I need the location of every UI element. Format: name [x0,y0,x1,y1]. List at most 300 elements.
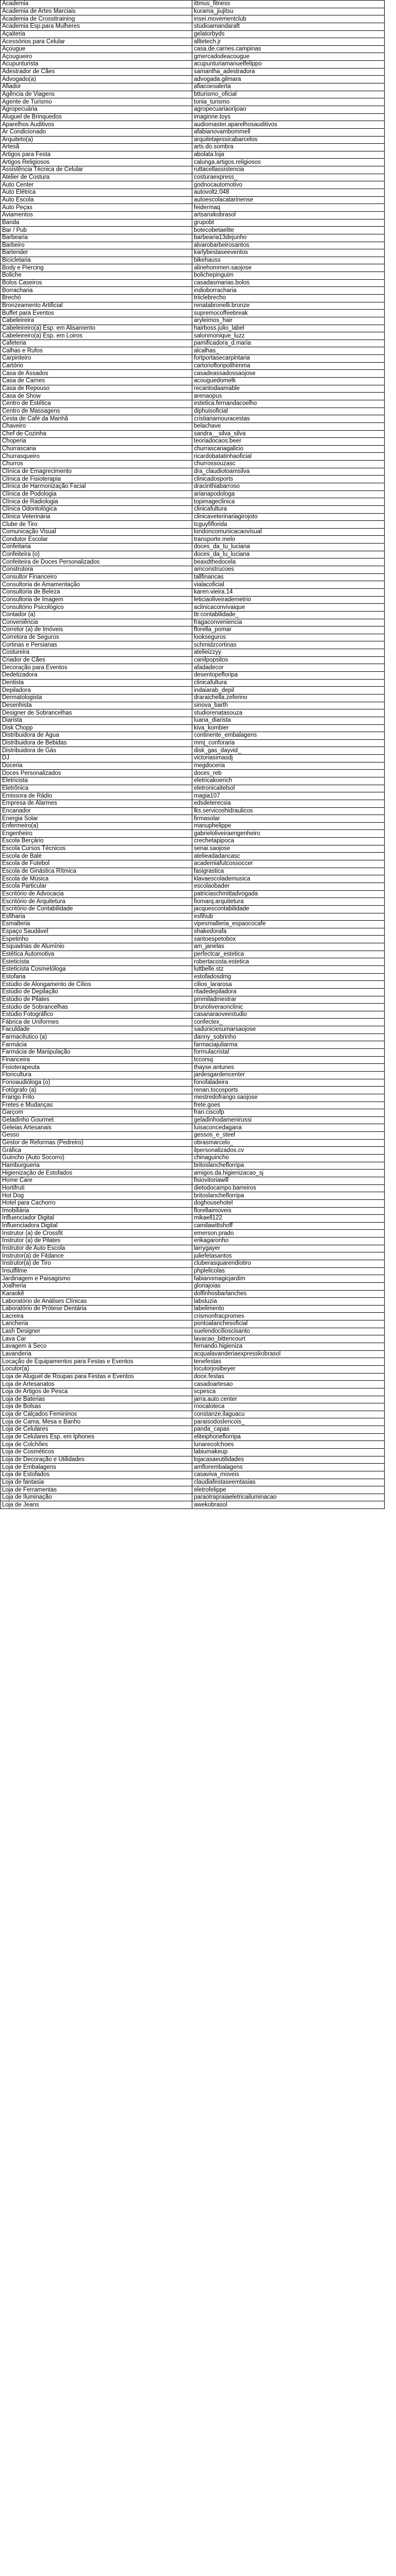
category-cell[interactable]: Clínica Odontológica [1,505,192,513]
handle-cell[interactable]: karlybestaseeventos [192,249,385,257]
handle-cell[interactable]: barbearia13dejunho [192,234,385,242]
category-cell[interactable]: Esteticista [1,958,192,966]
handle-cell[interactable]: escolaobader [192,883,385,890]
handle-cell[interactable]: arts.do.sombra [192,144,385,151]
handle-cell[interactable]: renan.tocosports [192,1087,385,1094]
category-cell[interactable]: Clube de Tiro [1,521,192,529]
category-cell[interactable]: Distribuidora de Água [1,732,192,740]
category-cell[interactable]: Laboratório de Análises Clínicas [1,1298,192,1306]
handle-cell[interactable]: feidermaq [192,204,385,212]
category-cell[interactable]: Brechó [1,294,192,302]
handle-cell[interactable]: fonofaladeira [192,1079,385,1087]
category-cell[interactable]: Loja de Iluminação [1,1494,192,1501]
handle-cell[interactable]: arquitetajessicabarcelos [192,136,385,144]
category-cell[interactable]: Churros [1,461,192,468]
handle-cell[interactable]: luana_diarista [192,717,385,724]
category-cell[interactable]: Clínica de Podologia [1,490,192,498]
handle-cell[interactable]: lks.servicoshidraulicos [192,807,385,815]
handle-cell[interactable]: lunarecolchoes [192,1441,385,1449]
handle-cell[interactable]: santoespetobox [192,936,385,943]
handle-cell[interactable]: jarra.auto.center [192,1396,385,1403]
category-cell[interactable]: Loja de Artesanatos [1,1381,192,1388]
handle-cell[interactable]: robertacosta.estetica [192,958,385,966]
category-cell[interactable]: Lavagem à Seco [1,1343,192,1351]
category-cell[interactable]: Atelier de Costura [1,174,192,181]
category-cell[interactable]: Imobiliária [1,1207,192,1215]
handle-cell[interactable]: ilpersonalizados.cv [192,1147,385,1155]
handle-cell[interactable]: continente_embalagens [192,732,385,740]
handle-cell[interactable]: acupunturiamanuelfelippo [192,61,385,69]
handle-cell[interactable]: pontoalanchesoficial [192,1320,385,1328]
handle-cell[interactable]: bolichepinguim [192,272,385,280]
handle-cell[interactable]: grupobt [192,219,385,227]
handle-cell[interactable]: paraisodoslencois_ [192,1418,385,1426]
category-cell[interactable]: Lavanderia [1,1350,192,1358]
handle-cell[interactable]: gmercadodeacougue [192,53,385,61]
category-cell[interactable]: Loja de Cama, Mesa e Banho [1,1418,192,1426]
handle-cell[interactable]: labsluzia [192,1298,385,1306]
category-cell[interactable]: Auto Center [1,181,192,189]
handle-cell[interactable]: manuphelippe [192,822,385,830]
handle-cell[interactable]: gelatorbyds [192,30,385,38]
handle-cell[interactable]: doce.festas [192,1373,385,1381]
category-cell[interactable]: Acupunturista [1,61,192,69]
handle-cell[interactable]: btturismo_oficial [192,91,385,98]
category-cell[interactable]: Dermatologista [1,694,192,702]
handle-cell[interactable]: imaginne.toys [192,113,385,121]
category-cell[interactable]: Choperia [1,438,192,446]
category-cell[interactable]: Hot Dog [1,1192,192,1200]
handle-cell[interactable]: confectex_ [192,1019,385,1026]
category-cell[interactable]: Garçom [1,1109,192,1117]
handle-cell[interactable]: cilios_lararosa [192,981,385,989]
handle-cell[interactable]: samantha_adestradora [192,68,385,76]
handle-cell[interactable]: studioamandaraft [192,23,385,30]
handle-cell[interactable]: sinova_barth [192,702,385,709]
handle-cell[interactable]: draraichella.zeferino [192,694,385,702]
handle-cell[interactable]: kurama_jiujitsu [192,8,385,15]
category-cell[interactable]: Lava Car [1,1335,192,1343]
category-cell[interactable]: Estofaria [1,973,192,981]
category-cell[interactable]: Academia de Crossttraining [1,15,192,23]
category-cell[interactable]: Estúdio de Depilação [1,988,192,996]
handle-cell[interactable]: costuraexpress_ [192,174,385,181]
category-cell[interactable]: Disk Chopp [1,724,192,732]
handle-cell[interactable]: karen.vieira.14 [192,588,385,596]
handle-cell[interactable]: dolfinhosbarlanches [192,1290,385,1298]
category-cell[interactable]: Loja de Bolsas [1,1403,192,1411]
category-cell[interactable]: Engenheiro [1,830,192,838]
category-cell[interactable]: Aparelhos Auditivos [1,121,192,129]
category-cell[interactable]: Jardinagem e Paisagismo [1,1275,192,1283]
category-cell[interactable]: Espaço Saudável [1,928,192,936]
handle-cell[interactable]: casadasmarias.bolos [192,279,385,287]
category-cell[interactable]: Laboratório de Prótese Dentária [1,1305,192,1313]
category-cell[interactable]: Bartender [1,249,192,257]
handle-cell[interactable]: eletricakoerich [192,777,385,785]
category-cell[interactable]: Fábrica de Uniformes [1,1019,192,1026]
handle-cell[interactable]: jardesgardencenter [192,1071,385,1079]
category-cell[interactable]: Cesta de Café da Manhã [1,415,192,423]
category-cell[interactable]: Influenciador Digital [1,1215,192,1223]
handle-cell[interactable]: britoslancheflorripa [192,1192,385,1200]
category-cell[interactable]: Cortinas e Persianas [1,641,192,649]
handle-cell[interactable]: disk_gas_dayvid_ [192,747,385,755]
category-cell[interactable]: Criador de Cães [1,656,192,664]
category-cell[interactable]: Distribuidora de Gás [1,747,192,755]
handle-cell[interactable]: insei.movementclub [192,15,385,23]
category-cell[interactable]: Locação de Equipamentos para Festas e Eventos [1,1358,192,1366]
handle-cell[interactable]: casadeassadossaojose [192,370,385,378]
handle-cell[interactable]: saduniciesumarsaojose [192,1026,385,1034]
handle-cell[interactable]: churrascariagalicio [192,445,385,453]
handle-cell[interactable]: scpesca [192,1388,385,1396]
category-cell[interactable]: Esteticista Cosmetóloga [1,966,192,974]
category-cell[interactable]: Insulfilme [1,1267,192,1275]
handle-cell[interactable]: kiva_kombier [192,724,385,732]
category-cell[interactable]: Doces Personalizados [1,770,192,777]
handle-cell[interactable]: schmidzcortinas [192,641,385,649]
handle-cell[interactable]: afiacoesalerta [192,83,385,91]
handle-cell[interactable]: afabianovambommell [192,128,385,136]
category-cell[interactable]: Clínica de Emagrecimento [1,468,192,476]
handle-cell[interactable]: teoriadocaos.beer [192,438,385,446]
category-cell[interactable]: Loja de Embalagens [1,1464,192,1471]
category-cell[interactable]: Loja de Colchões [1,1441,192,1449]
handle-cell[interactable]: pamificadora_d.maria [192,340,385,347]
category-cell[interactable]: Costureira [1,649,192,657]
handle-cell[interactable]: ittmus_fitness [192,1,385,8]
category-cell[interactable]: Casa de Show [1,393,192,400]
category-cell[interactable]: Loja de Decoração e Utilidades [1,1456,192,1464]
handle-cell[interactable]: fernando.higieniza [192,1343,385,1351]
category-cell[interactable]: Academia de Artes Marciais [1,8,192,15]
handle-cell[interactable]: mikaell122 [192,1215,385,1223]
handle-cell[interactable]: crismonfracpromes [192,1313,385,1320]
category-cell[interactable]: Loja de Jeans [1,1501,192,1509]
category-cell[interactable]: Escola de Balé [1,853,192,860]
handle-cell[interactable]: arenaopus [192,393,385,400]
handle-cell[interactable]: camilawittshoff [192,1222,385,1230]
handle-cell[interactable]: eliteiphoneflorripa [192,1433,385,1441]
handle-cell[interactable]: alvarobarbeirosantos [192,242,385,249]
handle-cell[interactable]: indioborracharia [192,287,385,295]
handle-cell[interactable]: supremocoffeebreak [192,310,385,317]
category-cell[interactable]: Financeira [1,1056,192,1064]
handle-cell[interactable]: emerson.prado [192,1230,385,1238]
category-cell[interactable]: Loja de Estofados [1,1471,192,1479]
category-cell[interactable]: Bar / Pub [1,227,192,234]
handle-cell[interactable]: botecobetaelite [192,227,385,234]
handle-cell[interactable]: beaxdthedocela [192,558,385,566]
handle-cell[interactable]: farmaciajuliarma [192,1041,385,1049]
category-cell[interactable]: Designer de Sobrancelhas [1,709,192,717]
handle-cell[interactable]: calunga.artigos.religiosos [192,159,385,166]
category-cell[interactable]: Eletrônica [1,785,192,792]
handle-cell[interactable]: crechetapipoca [192,838,385,845]
handle-cell[interactable]: frete.goes [192,1101,385,1109]
handle-cell[interactable]: leticiaoliveirademetrio [192,596,385,604]
handle-cell[interactable]: indaiarab_depil [192,687,385,694]
category-cell[interactable]: Cafeteria [1,340,192,347]
category-cell[interactable]: Loja de fantasia [1,1479,192,1486]
handle-cell[interactable]: eletronicaitelsol [192,785,385,792]
category-cell[interactable]: Confeiteira (o) [1,551,192,558]
category-cell[interactable]: Instrutor (a) de Pilates [1,1238,192,1245]
category-cell[interactable]: Confeiteira de Doces Personalizados [1,558,192,566]
category-cell[interactable]: Farmácia de Manipulação [1,1049,192,1057]
handle-cell[interactable]: cristianamouracestas [192,415,385,423]
category-cell[interactable]: Empresa de Alarmes [1,800,192,807]
category-cell[interactable]: Adestrador de Cães [1,68,192,76]
category-cell[interactable]: Escritório de Contabilidade [1,905,192,913]
handle-cell[interactable]: alcalhas_ [192,347,385,355]
handle-cell[interactable]: panda_capas [192,1426,385,1434]
category-cell[interactable]: Joalheria [1,1282,192,1290]
category-cell[interactable]: Home Care [1,1177,192,1184]
category-cell[interactable]: Dedetizadora [1,672,192,680]
category-cell[interactable]: Lacreira [1,1313,192,1320]
handle-cell[interactable]: patriciaschmittadvogada [192,890,385,898]
handle-cell[interactable]: labelimento [192,1305,385,1313]
handle-cell[interactable]: fiomarq.arquitetura [192,898,385,906]
handle-cell[interactable]: fran.ciscofp [192,1109,385,1117]
handle-cell[interactable]: afadadecor [192,664,385,672]
handle-cell[interactable]: locutorjosibeyer [192,1365,385,1373]
handle-cell[interactable]: artsanxkobrasol [192,211,385,219]
category-cell[interactable]: Buffet para Eventos [1,310,192,317]
handle-cell[interactable]: florellaimoveis [192,1207,385,1215]
handle-cell[interactable]: arianapodologa [192,490,385,498]
handle-cell[interactable]: danny_sobrinho [192,1033,385,1041]
handle-cell[interactable]: dietodocampo.barreiros [192,1184,385,1192]
handle-cell[interactable]: firmasolar [192,815,385,823]
handle-cell[interactable]: casanaraoveestudio [192,1011,385,1019]
handle-cell[interactable]: fasigrastica [192,868,385,875]
handle-cell[interactable]: topimageclinica [192,498,385,506]
handle-cell[interactable]: tccorsq [192,1056,385,1064]
handle-cell[interactable]: studiorenatasouza [192,709,385,717]
handle-cell[interactable]: geladinhodamenirussi [192,1116,385,1124]
handle-cell[interactable]: lojacasaeutilidades [192,1456,385,1464]
category-cell[interactable]: Borracharia [1,287,192,295]
handle-cell[interactable]: casa.de.carnes.campinas [192,45,385,53]
category-cell[interactable]: Loja de Calçados Femininos [1,1411,192,1418]
handle-cell[interactable]: dracinthiabarroso [192,483,385,491]
category-cell[interactable]: Churrasqueiro [1,453,192,461]
category-cell[interactable]: Escola Berçário [1,838,192,845]
handle-cell[interactable]: audiomaster.aparelhosauditivos [192,121,385,129]
category-cell[interactable]: Locutor(a) [1,1365,192,1373]
category-cell[interactable]: Hamburgueria [1,1162,192,1170]
category-cell[interactable]: Consultoria de Beleza [1,588,192,596]
handle-cell[interactable]: shakedorafa [192,928,385,936]
handle-cell[interactable]: gabrieloliveiraengenheiro [192,830,385,838]
category-cell[interactable]: Emissora de Rádio [1,792,192,800]
category-cell[interactable]: Fonoaudióloga (o) [1,1079,192,1087]
category-cell[interactable]: Boliche [1,272,192,280]
handle-cell[interactable]: alltetech.jr [192,38,385,46]
category-cell[interactable]: Instrutor (a) de Crossfit [1,1230,192,1238]
handle-cell[interactable]: desentopefloripa [192,672,385,680]
handle-cell[interactable]: ritadedepiladora [192,988,385,996]
category-cell[interactable]: Conveniência [1,619,192,626]
category-cell[interactable]: Guincho (Auto Socorro) [1,1155,192,1162]
category-cell[interactable]: Escola de Ginástica Rítmica [1,868,192,875]
category-cell[interactable]: Loja de Artigos de Pesca [1,1388,192,1396]
category-cell[interactable]: Consultório Psicológico [1,604,192,612]
category-cell[interactable]: Casa de Repouso [1,385,192,393]
handle-cell[interactable]: fortportasecarpintaria [192,355,385,363]
handle-cell[interactable]: brunoliveraonclinic [192,1004,385,1011]
category-cell[interactable]: Escola de Música [1,875,192,883]
category-cell[interactable]: Aviamentos [1,211,192,219]
category-cell[interactable]: Depiladora [1,687,192,694]
category-cell[interactable]: Consultoria de Amamentação [1,581,192,589]
category-cell[interactable]: Doceria [1,762,192,770]
category-cell[interactable]: Hortifruti [1,1184,192,1192]
category-cell[interactable]: Estúdio de Pilates [1,996,192,1004]
handle-cell[interactable]: clinicafultura [192,505,385,513]
category-cell[interactable]: Afiador [1,83,192,91]
handle-cell[interactable]: clinicafultura [192,679,385,687]
category-cell[interactable]: Açaiteria [1,30,192,38]
category-cell[interactable]: Corretora de Seguros [1,634,192,641]
handle-cell[interactable]: acouguedomelk [192,378,385,385]
category-cell[interactable]: Casa de Assados [1,370,192,378]
category-cell[interactable]: Loja de Baterias [1,1396,192,1403]
category-cell[interactable]: Auto Elétrica [1,189,192,197]
category-cell[interactable]: Confeitaria [1,544,192,551]
category-cell[interactable]: Gestor de Reformas (Pedreiro) [1,1139,192,1147]
category-cell[interactable]: Auto Peças [1,204,192,212]
handle-cell[interactable]: amigos.da.higienizacao_sj [192,1170,385,1177]
handle-cell[interactable]: aclinicaconvivaique [192,604,385,612]
category-cell[interactable]: Loja de Cosméticos [1,1449,192,1456]
handle-cell[interactable]: godnocautomotivo [192,181,385,189]
handle-cell[interactable]: doghousehotel [192,1199,385,1207]
handle-cell[interactable]: recantodaamable [192,385,385,393]
handle-cell[interactable]: britoslancheflorripa [192,1162,385,1170]
category-cell[interactable]: Cabeleireiro(a) Esp. em Loiros [1,332,192,340]
handle-cell[interactable]: renatabronelli.bronze [192,302,385,310]
category-cell[interactable]: Eletricista [1,777,192,785]
handle-cell[interactable]: constanze.ilaguacu [192,1411,385,1418]
handle-cell[interactable]: estetica.fernandacoelho [192,400,385,408]
category-cell[interactable]: Instrutor de Auto Escola [1,1245,192,1252]
category-cell[interactable]: Farmacêutico (a) [1,1033,192,1041]
handle-cell[interactable]: rnocaloteca [192,1403,385,1411]
category-cell[interactable]: Estúdio de Alongamento de Cílios [1,981,192,989]
handle-cell[interactable]: vipesmalteria_espaococafe [192,921,385,928]
handle-cell[interactable]: dra_claudiotoamsilva [192,468,385,476]
handle-cell[interactable]: vialacoficial [192,581,385,589]
handle-cell[interactable]: phplelicolas [192,1267,385,1275]
handle-cell[interactable]: eletrofelippe [192,1486,385,1494]
category-cell[interactable]: Construtora [1,566,192,574]
category-cell[interactable]: Loja de Ferramentas [1,1486,192,1494]
category-cell[interactable]: Cabeleireiro(a) Esp. em Alisamento [1,325,192,332]
handle-cell[interactable]: amflorembalagens [192,1464,385,1471]
category-cell[interactable]: Decoração para Eventos [1,664,192,672]
category-cell[interactable]: Energia Solar [1,815,192,823]
handle-cell[interactable]: fisiovitoriawill [192,1177,385,1184]
handle-cell[interactable]: diphuisoficial [192,408,385,415]
handle-cell[interactable]: luttbelle.stz [192,966,385,974]
category-cell[interactable]: Barbearia [1,234,192,242]
handle-cell[interactable]: larrygayer [192,1245,385,1252]
category-cell[interactable]: Escola Cursos Técnicos [1,845,192,853]
category-cell[interactable]: Estúdio de Sobrancelhas [1,1004,192,1011]
handle-cell[interactable]: aryleimos_hair [192,317,385,325]
handle-cell[interactable]: juliefetasantos [192,1252,385,1260]
category-cell[interactable]: Academia [1,1,192,8]
category-cell[interactable]: Hotel para Cachorro [1,1199,192,1207]
handle-cell[interactable]: belachave [192,422,385,430]
handle-cell[interactable]: lookseguros [192,634,385,641]
handle-cell[interactable]: salonmonique_luzz [192,332,385,340]
handle-cell[interactable]: suelendocilioscisanto [192,1328,385,1335]
handle-cell[interactable]: clinicaveterinariagirojoto [192,513,385,521]
category-cell[interactable]: Fisioterapeuta [1,1064,192,1072]
handle-cell[interactable]: tcguyfiflorida [192,521,385,529]
category-cell[interactable]: Clínica de Radiologia [1,498,192,506]
handle-cell[interactable]: canilpopsitos [192,656,385,664]
handle-cell[interactable]: atelieadadancasc [192,853,385,860]
handle-cell[interactable]: gloriajoias [192,1282,385,1290]
category-cell[interactable]: Condutor Escolar [1,536,192,544]
category-cell[interactable]: Casa de Carnes [1,378,192,385]
handle-cell[interactable]: transporte.melo [192,536,385,544]
handle-cell[interactable]: fragaconveniencia [192,619,385,626]
category-cell[interactable]: Artigos Religiosos [1,159,192,166]
category-cell[interactable]: Escola de Futebol [1,860,192,868]
category-cell[interactable]: Escritório de Arquitetura [1,898,192,906]
category-cell[interactable]: Aluguel de Brinquedos [1,113,192,121]
category-cell[interactable]: Instrutor(a) de Tiro [1,1260,192,1267]
category-cell[interactable]: Distribuidora de Bebidas [1,739,192,747]
handle-cell[interactable]: klavaescolademusica [192,875,385,883]
handle-cell[interactable]: megdoceria [192,762,385,770]
handle-cell[interactable]: estofadosdmg [192,973,385,981]
handle-cell[interactable]: magia107 [192,792,385,800]
category-cell[interactable]: Lash Designer [1,1328,192,1335]
handle-cell[interactable]: tonia_turismo [192,98,385,106]
handle-cell[interactable]: atelieizzyy [192,649,385,657]
category-cell[interactable]: Desenhista [1,702,192,709]
category-cell[interactable]: Churrascaria [1,445,192,453]
handle-cell[interactable]: academiafutcossoccer [192,860,385,868]
handle-cell[interactable]: labiumakeup [192,1449,385,1456]
handle-cell[interactable]: ricardobatatinhaoficial [192,453,385,461]
handle-cell[interactable]: acqualavanderiaexpresskobrasol [192,1350,385,1358]
category-cell[interactable]: Clínica Veterinária [1,513,192,521]
category-cell[interactable]: Encanador [1,807,192,815]
handle-cell[interactable]: londoncomunicacaovisual [192,528,385,536]
handle-cell[interactable]: claudiafestaseemtasias [192,1479,385,1486]
handle-cell[interactable]: advogada.gilmara [192,76,385,83]
category-cell[interactable]: Chaveiro [1,422,192,430]
category-cell[interactable]: Clínica de Harmonização Facial [1,483,192,491]
category-cell[interactable]: Comunicação Visual [1,528,192,536]
category-cell[interactable]: Corretor (a) de Imóveis [1,626,192,634]
category-cell[interactable]: Geladinho Gourmet [1,1116,192,1124]
category-cell[interactable]: Loja de Aluguel de Roupas para Festas e Eventos [1,1373,192,1381]
handle-cell[interactable]: triiclebrecho [192,294,385,302]
category-cell[interactable]: Academia Esp.para Mulheres [1,23,192,30]
category-cell[interactable]: Acessórios para Celular [1,38,192,46]
handle-cell[interactable]: churrossouzasc [192,461,385,468]
